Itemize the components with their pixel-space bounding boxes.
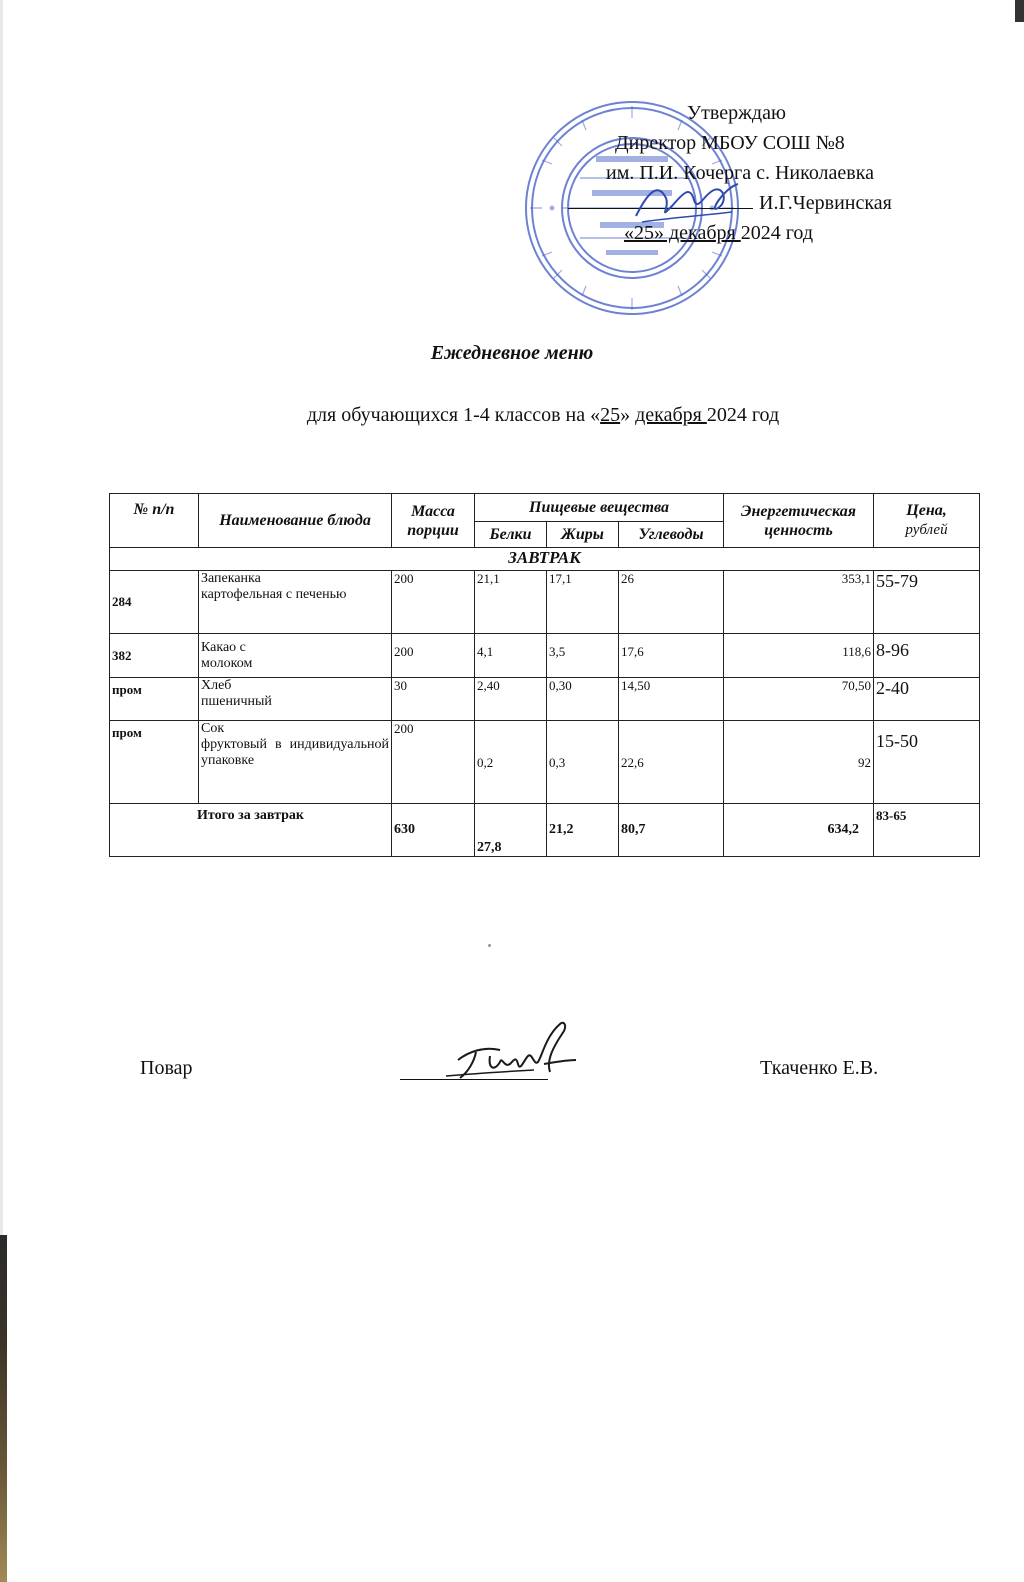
row-protein: 2,40 xyxy=(475,678,547,721)
total-fat: 21,2 xyxy=(547,804,619,857)
row-dish xyxy=(199,634,392,678)
header-dish: Наименование блюда xyxy=(199,494,392,548)
scan-speck xyxy=(488,944,491,947)
row-energy: 92 xyxy=(724,721,874,804)
row-protein: 0,2 xyxy=(475,721,547,804)
row-carbs: 14,50 xyxy=(619,678,724,721)
row-fat: 0,3 xyxy=(547,721,619,804)
header-protein: Белки xyxy=(475,522,547,548)
row-fat: 0,30 xyxy=(547,678,619,721)
row-energy: 118,6 xyxy=(724,634,874,678)
row-price: 2-40 xyxy=(874,678,980,721)
subtitle-day: 25 xyxy=(600,404,621,426)
row-code: пром xyxy=(110,721,199,804)
row-code: 382 xyxy=(110,634,199,678)
row-fat: 3,5 xyxy=(547,634,619,678)
approval-date-month: декабря xyxy=(664,222,741,244)
section-row xyxy=(110,548,980,571)
approval-signature-line xyxy=(568,188,940,218)
scan-edge-right xyxy=(1015,0,1024,22)
row-protein: 4,1 xyxy=(475,634,547,678)
row-dish-first: Какао с xyxy=(201,640,246,655)
total-energy: 634,2 xyxy=(724,804,874,857)
row-dish xyxy=(199,721,392,804)
row-carbs: 22,6 xyxy=(619,721,724,804)
row-mass: 200 xyxy=(392,721,475,804)
row-protein: 21,1 xyxy=(475,571,547,634)
row-dish-rest: картофельная с печенью xyxy=(201,587,347,602)
total-mass: 630 xyxy=(392,804,475,857)
row-mass: 30 xyxy=(392,678,475,721)
subtitle-suffix: 2024 год xyxy=(706,404,780,426)
row-mass: 200 xyxy=(392,634,475,678)
header-mass: Масса порции xyxy=(392,494,475,548)
row-price: 15-50 xyxy=(874,721,980,804)
row-dish xyxy=(199,571,392,634)
row-price: 55-79 xyxy=(874,571,980,634)
menu-table xyxy=(109,493,980,857)
total-carbs: 80,7 xyxy=(619,804,724,857)
subtitle-month: декабря xyxy=(635,404,707,426)
table-row xyxy=(110,634,980,678)
row-carbs: 26 xyxy=(619,571,724,634)
row-dish-rest: пшеничный xyxy=(201,694,272,709)
cook-signature xyxy=(438,1016,578,1094)
row-dish xyxy=(199,678,392,721)
row-dish-rest: молоком xyxy=(201,656,253,671)
row-fat: 17,1 xyxy=(547,571,619,634)
row-code: пром xyxy=(110,678,199,721)
row-mass: 200 xyxy=(392,571,475,634)
menu-subtitle xyxy=(0,404,1024,427)
header-carbs: Углеводы xyxy=(619,522,724,548)
header-nutrients: Пищевые вещества xyxy=(475,494,724,522)
approval-heading: Утверждаю xyxy=(687,102,786,124)
table-row xyxy=(110,678,980,721)
approval-date-year: 2024 год xyxy=(740,222,814,244)
row-price: 8-96 xyxy=(874,634,980,678)
approval-school: им. П.И. Кочерга с. Николаевка xyxy=(606,162,875,184)
total-price: 83-65 xyxy=(874,804,980,857)
approval-date-day: «25» xyxy=(624,222,664,244)
scan-edge-left-bottom xyxy=(0,1235,7,1582)
approval-block xyxy=(560,98,940,248)
header-energy: Энергетическая ценность xyxy=(724,494,874,548)
header-fat: Жиры xyxy=(547,522,619,548)
subtitle-prefix: для обучающихся 1-4 классов на « xyxy=(306,404,601,426)
total-label: Итого за завтрак xyxy=(110,804,392,857)
scan-edge-left-top xyxy=(0,0,3,1235)
subtitle-mid: » xyxy=(620,404,636,426)
approval-signer: И.Г.Червинская xyxy=(759,192,892,214)
menu-title: Ежедневное меню xyxy=(430,342,594,364)
row-code: 284 xyxy=(110,571,199,634)
row-energy: 353,1 xyxy=(724,571,874,634)
row-energy: 70,50 xyxy=(724,678,874,721)
director-signature xyxy=(628,172,748,232)
section-title: ЗАВТРАК xyxy=(110,548,980,571)
row-dish-first: Запеканка xyxy=(201,571,261,586)
header-price-unit: рублей xyxy=(905,522,948,538)
total-protein: 27,8 xyxy=(475,804,547,857)
table-row xyxy=(110,721,980,804)
approval-position: Директор МБОУ СОШ №8 xyxy=(615,132,845,154)
header-num: № п/п xyxy=(110,494,199,548)
row-dish-first: Сок xyxy=(201,721,225,736)
row-dish-first: Хлеб xyxy=(201,678,232,693)
row-carbs: 17,6 xyxy=(619,634,724,678)
row-dish-rest: фруктовый в индивидуальной упаковке xyxy=(201,737,389,768)
cook-role: Повар xyxy=(140,1057,193,1079)
header-row-1 xyxy=(110,494,980,522)
cook-name: Ткаченко Е.В. xyxy=(760,1057,879,1079)
header-price xyxy=(874,494,980,548)
header-price-title: Цена, xyxy=(906,502,947,519)
table-row xyxy=(110,571,980,634)
total-row xyxy=(110,804,980,857)
